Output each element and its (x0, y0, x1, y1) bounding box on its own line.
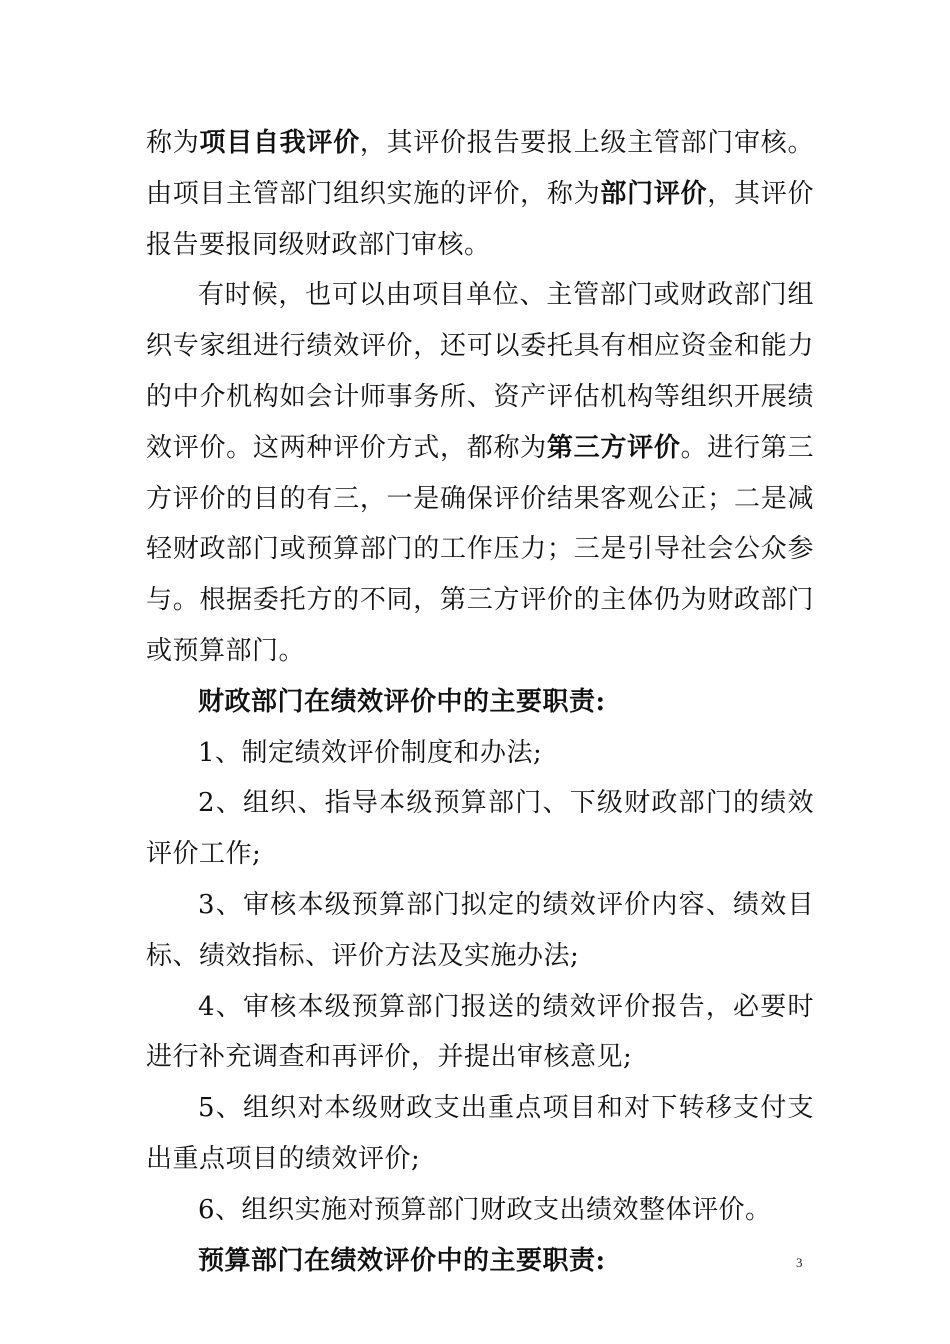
heading-text: 预算部门在绩效评价中的主要职责: (198, 1245, 606, 1276)
heading-budget-duties (146, 1236, 814, 1287)
list-item: 3、审核本级预算部门拟定的绩效评价内容、绩效目标、绩效指标、评价方法及实施办法; (146, 889, 814, 971)
text-run: ，其评价报告要报同级财政部门审核。 (146, 178, 814, 260)
text-run: 称为 (146, 128, 200, 158)
term-third-party-evaluation: 第三方评价 (546, 432, 681, 463)
text-run: 有时候，也可以由项目单位、主管部门或财政部门组织专家组进行绩效评价，还可以委托具有相应资金和能力的中介机构如会计师事务所、资产评估机构等组织开展绩效评价。这两种评价方式，都称为 (146, 280, 814, 463)
document-body (146, 118, 814, 1286)
list-item: 4、审核本级预算部门报送的绩效评价报告，必要时进行补充调查和再评价，并提出审核意见; (146, 991, 814, 1073)
paragraph-self-evaluation (146, 118, 814, 270)
text-run: 。进行第三方评价的目的有三，一是确保评价结果客观公正；二是减轻财政部门或预算部门的工作压力；三是引导社会公众参与。根据委托方的不同，第三方评价的主体仍为财政部门或预算部门。 (146, 432, 814, 666)
term-department-evaluation: 部门评价 (600, 178, 708, 209)
list-item: 5、组织对本级财政支出重点项目和对下转移支付支出重点项目的绩效评价; (146, 1093, 814, 1174)
heading-text: 财政部门在绩效评价中的主要职责: (198, 686, 606, 717)
term-project-self-evaluation: 项目自我评价 (199, 128, 360, 158)
list-item: 6、组织实施对预算部门财政支出绩效整体评价。 (198, 1194, 772, 1225)
list-item: 2、组织、指导本级预算部门、下级财政部门的绩效评价工作; (146, 788, 814, 870)
list-item: 1、制定绩效评价制度和办法; (198, 737, 543, 768)
text-run: ，其评价报告要报上级主管部门审核。由项目主管部门组织实施的评价，称为 (146, 128, 814, 209)
heading-finance-duties (146, 677, 814, 728)
paragraph-third-party (146, 270, 814, 676)
page-number: 3 (796, 1255, 803, 1270)
